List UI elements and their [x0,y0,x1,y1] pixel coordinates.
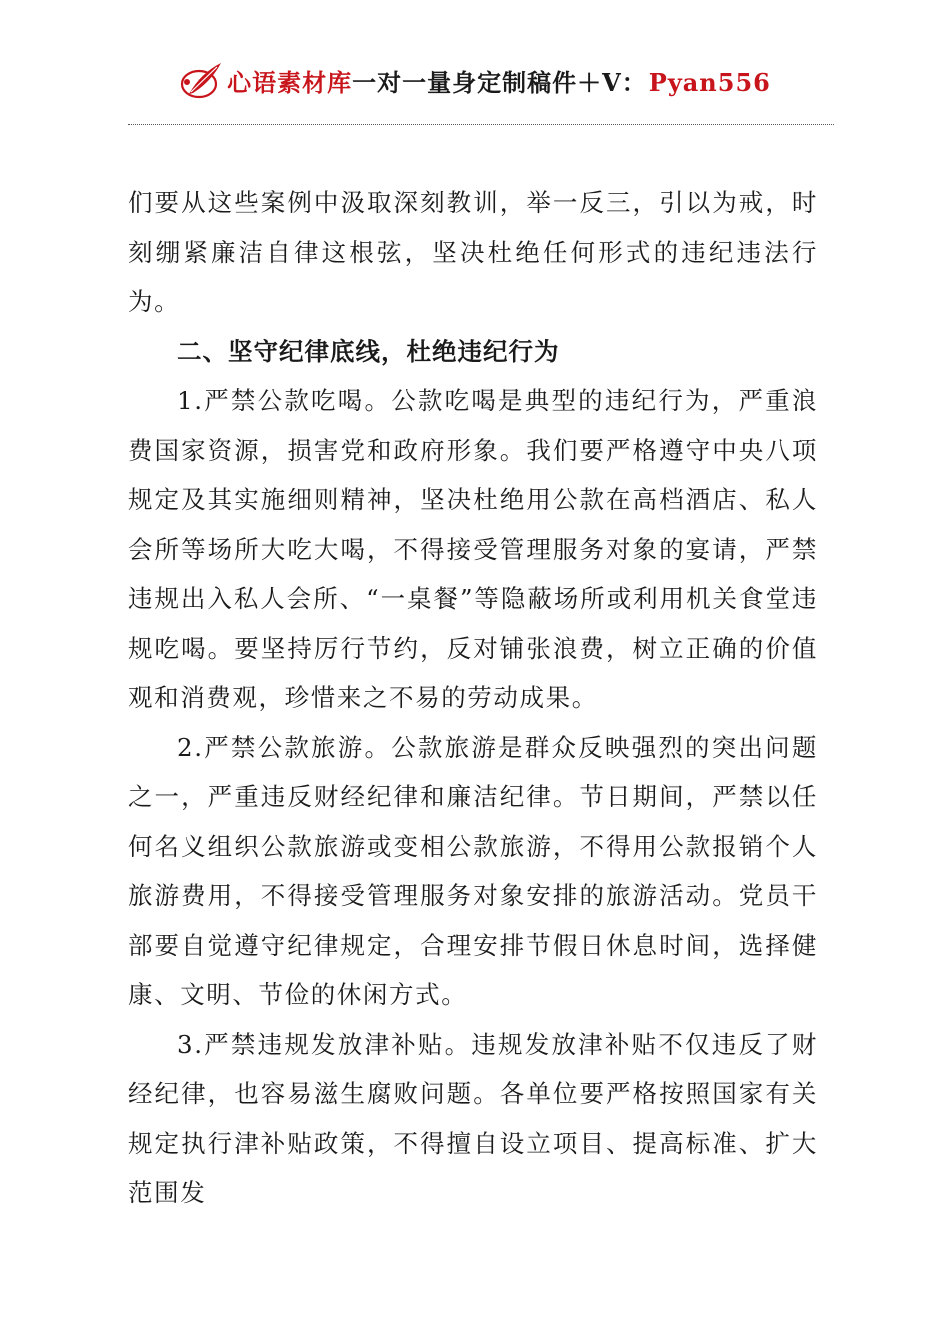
header-text [227,63,771,98]
contact-id: Pyan556 [648,67,771,97]
document-body [128,178,818,1218]
header-slogan: 一对一量身定制稿件＋V： [352,67,647,97]
brand-name: 心语素材库 [227,67,353,97]
paragraph-continuation: 们要从这些案例中汲取深刻教训，举一反三，引以为戒，时刻绷紧廉洁自律这根弦，坚决杜绝任何形式的违纪违法行为。 [128,188,818,316]
page-header [0,55,950,105]
section-heading: 二、坚守纪律底线，杜绝违纪行为 [177,336,560,366]
paragraph-item-2: 2.严禁公款旅游。公款旅游是群众反映强烈的突出问题之一，严重违反财经纪律和廉洁纪律。节日期间，严禁以任何名义组织公款旅游或变相公款旅游，不得用公款报销个人旅游费用，不得接受管理服务对象安排的旅游活动。党员干部要自觉遵守纪律规定，合理安排节假日休息时间，选择健康、文明、节俭的休闲方式。 [128,732,818,1009]
paragraph-item-1: 1.严禁公款吃喝。公款吃喝是典型的违纪行为，严重浪费国家资源，损害党和政府形象。我们要严格遵守中央八项规定及其实施细则精神，坚决杜绝用公款在高档酒店、私人会所等场所大吃大喝，不得接受管理服务对象的宴请，严禁违规出入私人会所、“一桌餐”等隐蔽场所或利用机关食堂违规吃喝。要坚持厉行节约，反对铺张浪费，树立正确的价值观和消费观，珍惜来之不易的劳动成果。 [128,386,818,712]
header-divider [128,124,834,125]
feather-quill-logo-icon [179,60,225,100]
paragraph-item-3: 3.严禁违规发放津补贴。违规发放津补贴不仅违反了财经纪律，也容易滋生腐败问题。各单位要严格按照国家有关规定执行津补贴政策，不得擅自设立项目、提高标准、扩大范围发 [128,1029,818,1207]
